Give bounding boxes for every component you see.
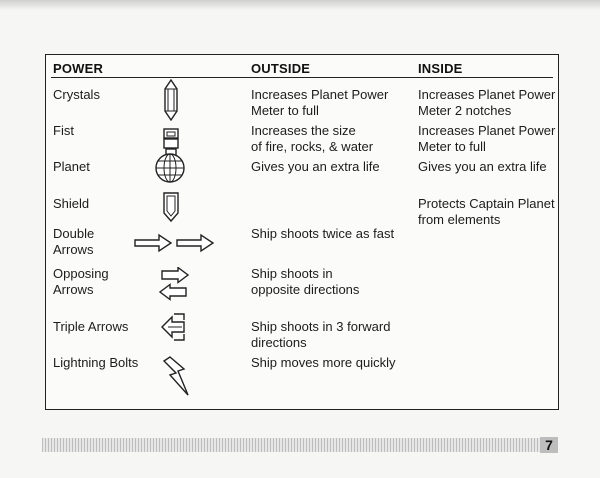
power-name-triple-arrows: Triple Arrows [53, 319, 129, 334]
text-line: Arrows [53, 242, 94, 257]
powers-table [45, 54, 559, 410]
text-line: directions [251, 335, 307, 350]
outside-effect-triple-arrows [251, 319, 390, 351]
lightning-bolt-icon [162, 355, 192, 397]
text-line: Protects Captain Planet [418, 196, 555, 211]
text-line: Meter to full [251, 103, 319, 118]
outside-effect-opposing-arrows [251, 266, 359, 298]
opposing-arrows-icon [156, 267, 192, 301]
outside-effect-crystals [251, 87, 388, 119]
outside-effect-fist [251, 123, 373, 155]
text-line: Increases Planet Power [418, 123, 556, 138]
text-line: Ship shoots in 3 forward [251, 319, 391, 334]
text-line: Increases Planet Power [418, 87, 556, 102]
globe-icon [153, 151, 187, 185]
power-name-opposing-arrows [53, 266, 109, 298]
triple-arrows-icon [158, 310, 190, 344]
header-inside: INSIDE [418, 61, 463, 76]
header-divider [51, 77, 553, 78]
text-line: Opposing [53, 266, 109, 281]
text-line: Meter 2 notches [418, 103, 512, 118]
inside-effect-shield [418, 196, 555, 228]
text-line: Ship moves more quickly [251, 355, 396, 370]
double-arrows-icon [133, 233, 217, 253]
outside-effect-lightning-bolts [251, 355, 396, 371]
footer-bar [42, 438, 558, 452]
page-top-shading [0, 0, 600, 10]
header-power: POWER [53, 61, 104, 76]
outside-effect-double-arrows [251, 226, 394, 242]
header-outside: OUTSIDE [251, 61, 311, 76]
text-line: from elements [418, 212, 501, 227]
text-line: Increases the size [251, 123, 356, 138]
text-line: Double [53, 226, 95, 241]
power-name-crystals: Crystals [53, 87, 100, 102]
text-line: Ship shoots twice as fast [251, 226, 395, 241]
text-line: Gives you an extra life [418, 159, 547, 174]
text-line: Gives you an extra life [251, 159, 380, 174]
power-name-planet: Planet [53, 159, 90, 174]
inside-effect-crystals [418, 87, 555, 119]
shield-icon [162, 191, 180, 223]
power-name-lightning-bolts: Lightning Bolts [53, 355, 139, 370]
text-line: Increases Planet Power [251, 87, 389, 102]
crystal-icon [163, 79, 179, 121]
power-name-shield: Shield [53, 196, 90, 211]
outside-effect-planet [251, 159, 380, 175]
power-name-double-arrows [53, 226, 94, 258]
inside-effect-planet [418, 159, 547, 175]
page-number: 7 [540, 437, 558, 453]
inside-effect-fist [418, 123, 555, 155]
text-line: of fire, rocks, & water [251, 139, 374, 154]
text-line: Meter to full [418, 139, 486, 154]
text-line: opposite directions [251, 282, 360, 297]
text-line: Arrows [53, 282, 94, 297]
power-name-fist: Fist [53, 123, 74, 138]
text-line: Ship shoots in [251, 266, 333, 281]
